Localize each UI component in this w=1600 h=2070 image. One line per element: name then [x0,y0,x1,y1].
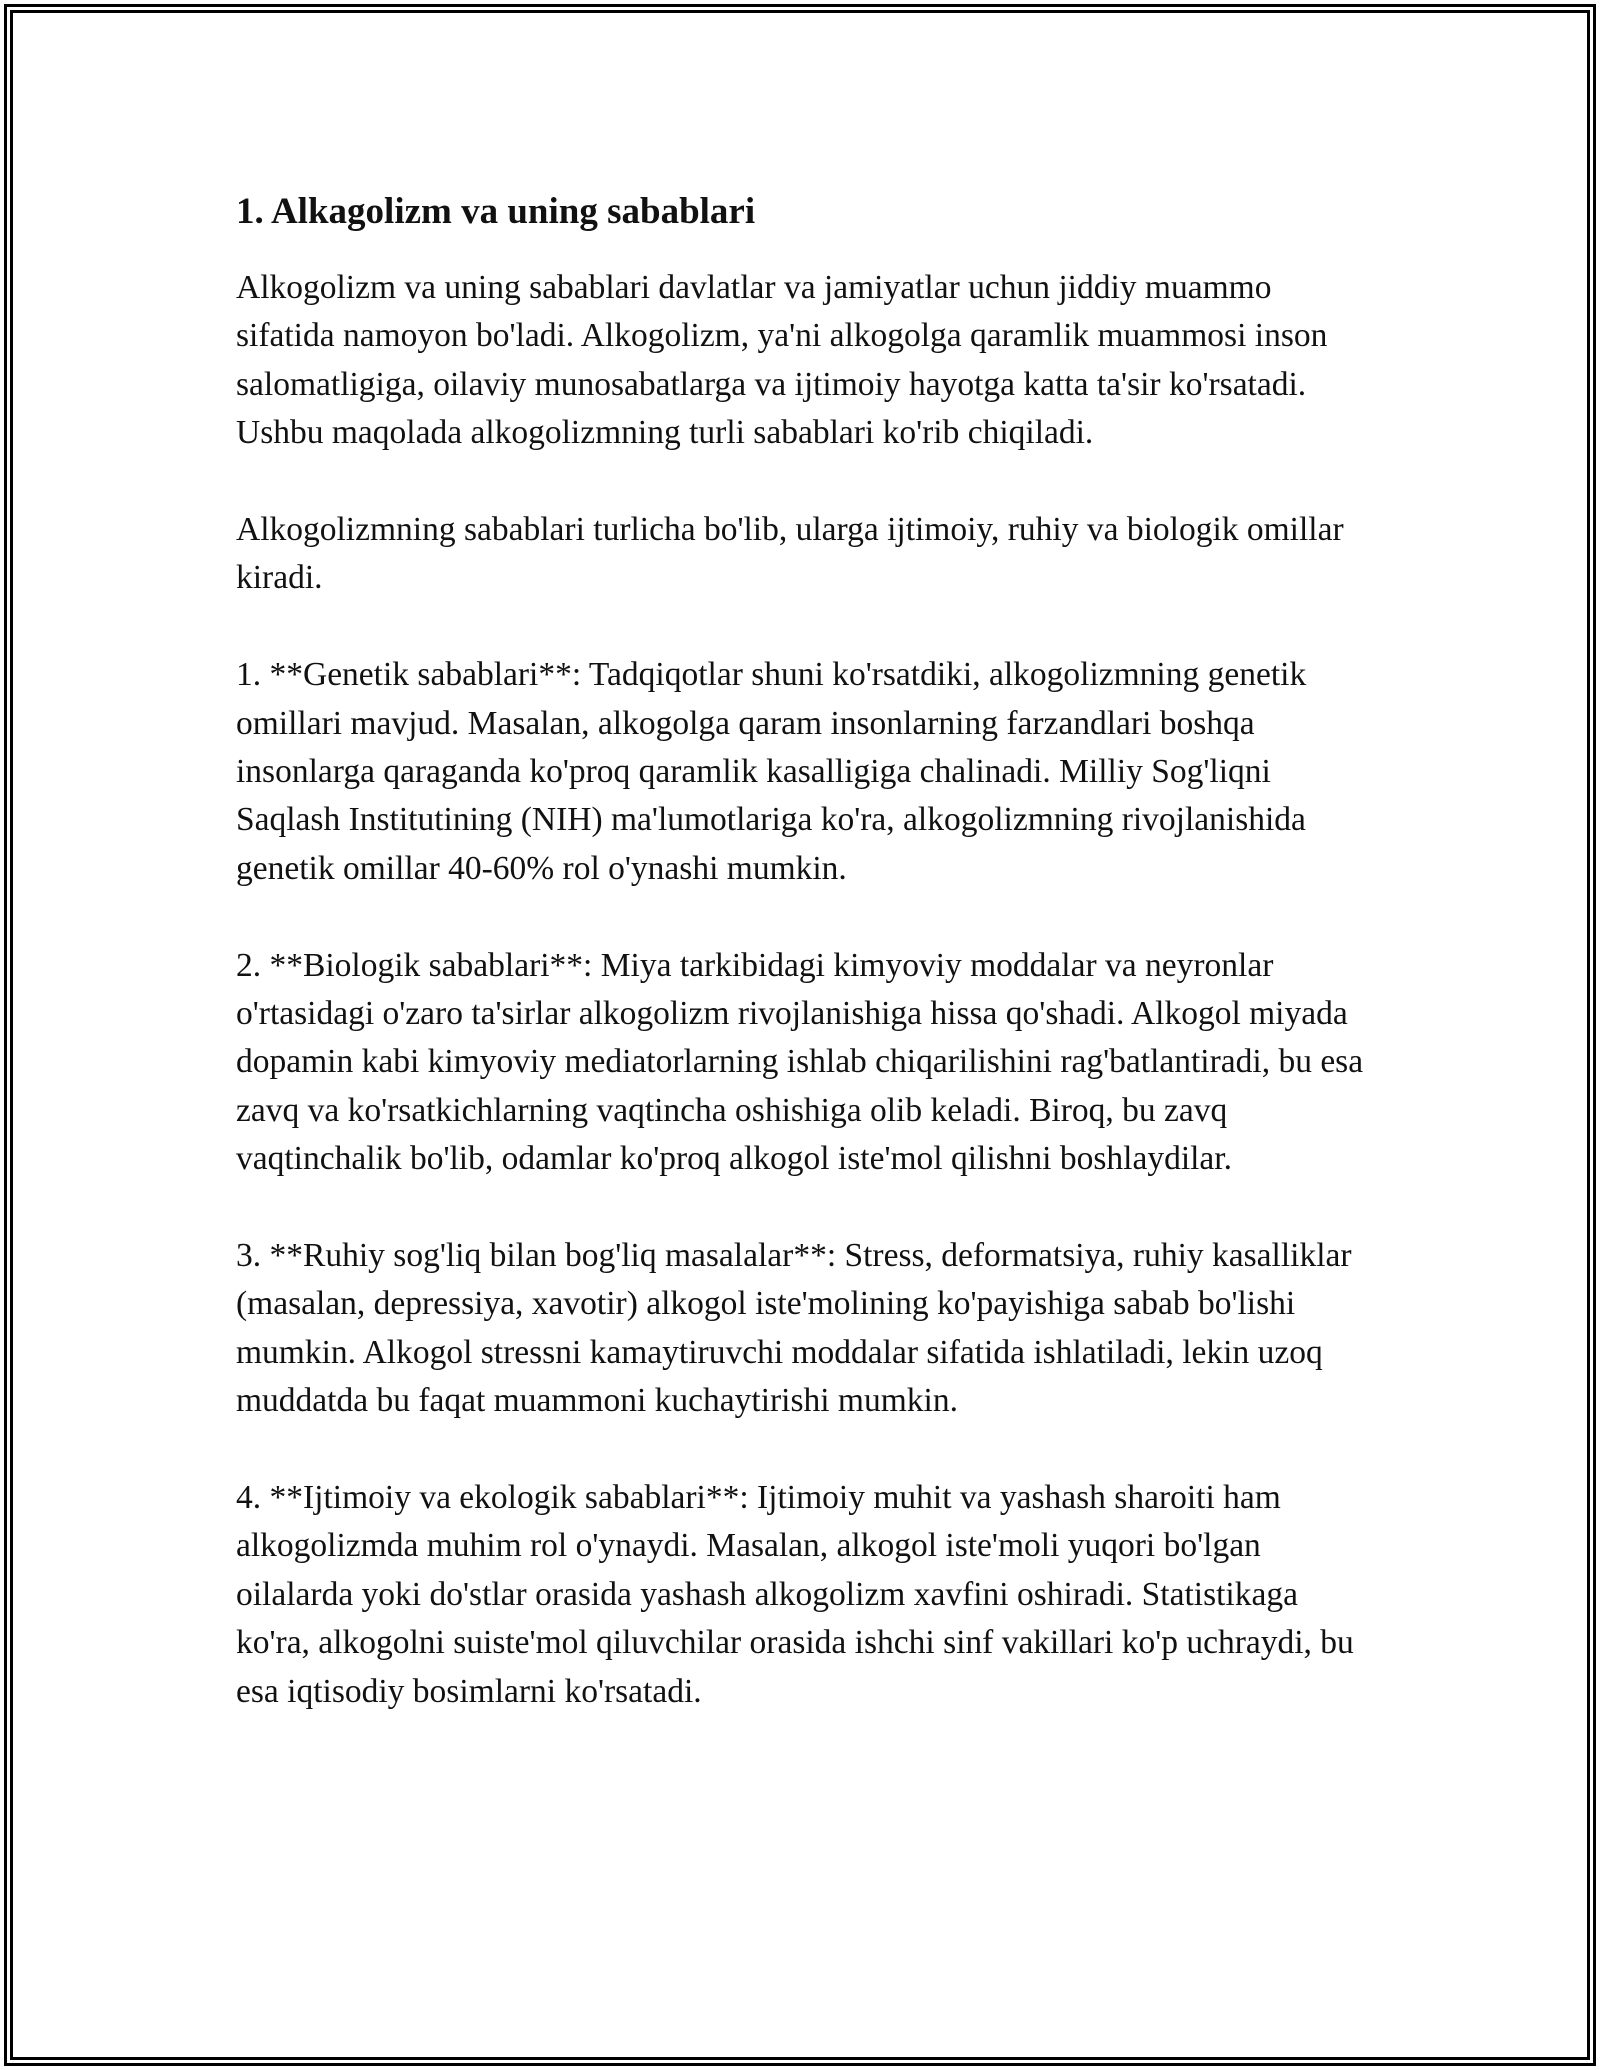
paragraph-mental-health-causes: 3. **Ruhiy sog'liq bilan bog'liq masalalar**: Stress, deformatsiya, ruhiy kasalliklar (masalan, depressiya, xavotir) alkogol iste'molining ko'payishiga sabab bo'lishi mumkin. Alkogol stressni kamaytiruvchi moddalar sifatida ishlatiladi, lekin uzoq muddatda bu faqat muammoni kuchaytirishi mumkin. [236,1237,1352,1420]
paragraph-biological-causes: 2. **Biologik sabablari**: Miya tarkibidagi kimyoviy moddalar va neyronlar o'rtasidagi o'zaro ta'sirlar alkogolizm rivojlanishiga hissa qo'shadi. Alkogol miyada dopamin kabi kimyoviy mediatorlarning ishlab chiqarilishini rag'batlantiradi, bu esa zavq va ko'rsatkichlarning vaqtincha oshishiga olib keladi. Biroq, bu zavq vaqtinchalik bo'lib, odamlar ko'proq alkogol iste'mol qilishni boshlaydilar. [236,946,1364,1178]
document-body [236,186,1366,1765]
paragraph-social-ecological-causes: 4. **Ijtimoiy va ekologik sabablari**: Ijtimoiy muhit va yashash sharoiti ham alkogolizmda muhim rol o'ynaydi. Masalan, alkogol iste'moli yuqori bo'lgan oilalarda yoki do'stlar orasida yashash alkogolizm xavfini oshiradi. Statistikaga ko'ra, alkogolni suiste'mol qiluvchilar orasida ishchi sinf vakillari ko'p uchraydi, bu esa iqtisodiy bosimlarni ko'rsatadi. [236,1479,1354,1710]
paragraph-intro: Alkogolizm va uning sabablari davlatlar va jamiyatlar uchun jiddiy muammo sifatida namoyon bo'ladi. Alkogolizm, ya'ni alkogolga qaramlik muammosi inson salomatligiga, oilaviy munosabatlarga va ijtimoiy hayotga katta ta'sir ko'rsatadi. Ushbu maqolada alkogolizmning turli sabablari ko'rib chiqiladi. [236,269,1328,452]
paragraph-causes-summary: Alkogolizmning sabablari turlicha bo'lib, ularga ijtimoiy, ruhiy va biologik omillar kiradi. [236,511,1344,597]
document-title: 1. Alkagolizm va uning sabablari [236,191,756,232]
paragraph-genetic-causes: 1. **Genetik sabablari**: Tadqiqotlar shuni ko'rsatdiki, alkogolizmning genetik omillari mavjud. Masalan, alkogolga qaram insonlarning farzandlari boshqa insonlarga qaraganda ko'proq qaramlik kasalligiga chalinadi. Milliy Sog'liqni Saqlash Institutining (NIH) ma'lumotlariga ko'ra, alkogolizmning rivojlanishida genetik omillar 40-60% rol o'ynashi mumkin. [236,656,1307,887]
